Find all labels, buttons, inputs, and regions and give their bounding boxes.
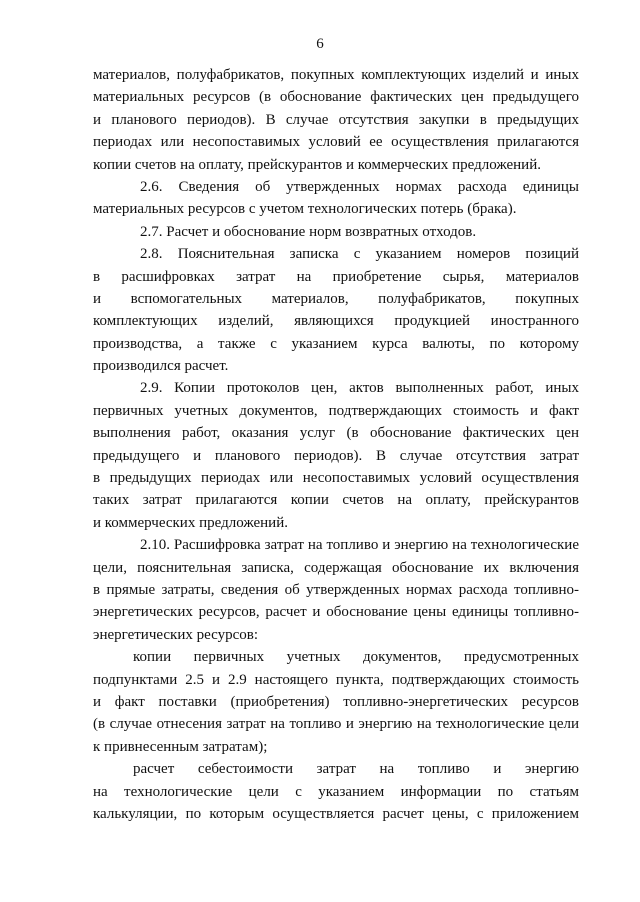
text-line: в прямые затраты, сведения об утвержденных нормах расхода топливно- [93,581,579,598]
text-line: копии счетов на оплату, прейскурантов и коммерческих предложений. [93,156,541,173]
text-line: цели, пояснительная записка, содержащая обоснование их включения [93,559,579,576]
text-line: 2.9. Копии протоколов цен, актов выполненных работ, иных [140,380,579,397]
text-line: в предыдущих периодах или несопоставимых условий осуществления [93,470,579,487]
text-line: 2.8. Пояснительная записка с указанием номеров позиций [140,246,579,263]
text-line: периодах или несопоставимых условий ее осуществления прилагаются [93,134,579,151]
text-line: на технологические цели с указанием информации по статьям [93,783,579,800]
text-line: таких затрат прилагаются копии счетов на оплату, прейскурантов [93,492,579,509]
text-line: материальных ресурсов с учетом технологических потерь (брака). [93,201,517,218]
text-line: и вспомогательных материалов, полуфабрикатов, покупных [93,290,579,307]
text-line: производился расчет. [93,358,229,375]
text-line: копии первичных учетных документов, предусмотренных [133,649,579,666]
document-body [93,64,579,825]
text-line: 2.10. Расшифровка затрат на топливо и энергию на технологические [140,537,579,554]
text-line: 2.6. Сведения об утвержденных нормах расхода единицы [140,178,579,195]
text-line: первичных учетных документов, подтверждающих стоимость и факт [93,402,579,419]
text-line: производства, а также с указанием курса валюты, по которому [93,335,579,352]
text-line: и коммерческих предложений. [93,514,288,531]
page-number: 6 [316,36,324,52]
text-line: (в случае отнесения затрат на топливо и энергию на технологические цели [93,716,579,733]
text-line: расчет себестоимости затрат на топливо и энергию [133,761,579,778]
text-line: выполнения работ, оказания услуг (в обоснование фактических цен [93,425,579,442]
text-line: комплектующих изделий, являющихся продукцией иностранного [93,313,579,330]
text-line: предыдущего и планового периодов). В случае отсутствия затрат [93,447,579,464]
text-line: энергетических ресурсов: [93,626,259,643]
text-line: калькуляции, по которым осуществляется расчет цены, с приложением [93,805,579,822]
text-line: подпунктами 2.5 и 2.9 настоящего пункта, подтверждающих стоимость [93,671,579,688]
text-line: в расшифровках затрат на приобретение сырья, материалов [93,268,579,285]
text-line: материальных ресурсов (в обоснование фактических цен предыдущего [93,89,579,106]
text-line: 2.7. Расчет и обоснование норм возвратных отходов. [140,223,477,240]
text-line: и планового периодов). В случае отсутствия закупки в предыдущих [93,111,579,128]
text-line: материалов, полуфабрикатов, покупных комплектующих изделий и иных [93,67,579,83]
text-line: к привнесенным затратам); [93,738,268,755]
text-line: энергетических ресурсов, расчет и обоснование цены единицы топливно- [93,604,579,621]
text-line: и факт поставки (приобретения) топливно-энергетических ресурсов [93,693,579,710]
